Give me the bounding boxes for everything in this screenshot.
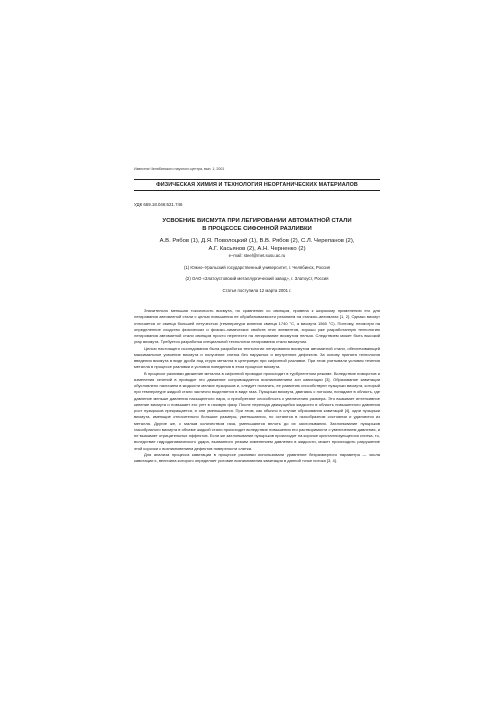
journal-header: Известия Челябинского научного центра, вып. 1, 2001	[134, 167, 225, 171]
affiliation-2: (2) ОАО «Златоустовский металлургический завод», г. Златоуст, Россия	[185, 276, 329, 281]
article-content	[134, 167, 380, 464]
contact-email: e–mail: steel@met.susu.ac.ru	[228, 253, 286, 258]
authors-line-2: А.Г. Касьянов (2), А.Н. Черненко (2)	[208, 246, 306, 252]
authors-line-1: А.В. Рябов (1), Д.Я. Поволоцкий (1), В.В. Рябов (2), С.Л. Черепанов (2),	[159, 238, 355, 244]
paragraph-2: Целью настоящего исследования была разработка технологии легирования висмутом автоматной стали, обеспечивающей максимальное усвоение висмута и получение слитка без наружных и внутренних дефектов. За основу принята технология введения висмута в виде дроби под струю металла в центровую при сифонной разливке. При этом учитывали условия течения металла в процессе разливки и условия поведения в этом процессе висмута.	[134, 345, 380, 370]
authors	[134, 237, 380, 253]
title-line-1: УСВОЕНИЕ ВИСМУТА ПРИ ЛЕГИРОВАНИИ АВТОМАТНОЙ СТАЛИ	[162, 218, 352, 224]
paragraph-3: В процессе разливки движение металла в сифонной проводке происходит в турбулентном режиме. Вследствие поворотов и изменения сечений в проводке это движение сопровождается возникновением зон кавитации [3]. Образование кавитации обусловлено наличием в жидкости мелких пузырьков и, следует полагать, ее развитию способствуют пузырьки висмута, который при температуре жидкой стали частично выделяется в виде газа. Пузырьки висмута, двигаясь с потоком, попадают в область, где давление меньше давления насыщенного пара, и преобретают способность к увеличению размера. Это вызывает интенсивное кипение висмута и повышает его угет в газовую фазу. После перехода движущейся жидкости в область повышенного давления рост пузырьков прекращается, и они уменьшаются. При этом, как обычно в случае образования кавитаций [4], одни пузырьки висмута, имеющие относительно большие размеры, уменьшаются, но остаются в газообразном состоянии и удаляются из металла. Другие же, с малым количеством газа, уменьшаются вплоть до их захлопывания. Захлопывание пузырьков газообразного висмута в объеме жидкой стали происходит вследствие повышения его растворимости с увеличением давления, и не вызывает отрицательных эффектов. Если же захлопывание пузырьков происходит на корочке кристаллизующегося слитка, то, вследствие гидродинамического удара, вызванного резким изменением давления в жидкости, может происходить разрушение этой корочки с возникновением дефектов поверхности слитка.	[134, 370, 380, 451]
affiliation-1: (1) Южно–Уральский государственный университет, г. Челябинск, Россия	[183, 265, 330, 270]
udk-code: УДК 669.18.046:621.746	[134, 202, 183, 207]
article-title	[134, 217, 380, 233]
section-rubric: ФИЗИЧЕСКАЯ ХИМИЯ И ТЕХНОЛОГИЯ НЕОРГАНИЧЕСКИХ МАТЕРИАЛОВ	[134, 179, 380, 191]
article-body	[134, 308, 380, 464]
paragraph-1: Значительно меньшая токсичность висмута, по сравнению со свинцом, привела к широкому применению его для легирования автоматной стали с целью повышения ее обрабатываемости резанием на станках–автоматах [1, 2]. Однако висмут отличается от свинца большей летучестью (температура кипения свинца 1740 °С, а висмута 1560 °С). Поэтому, несмотря на определенное сходство физических и физико–химических свойств этих элементов, хорошо уже разработанную технологию легирования автоматной стали свинцом просто перенести на легирование висмутом нельзя. Следствием может быть высокий угар висмута. Требуется разработка специальной технологии легирования стали висмутом.	[134, 308, 380, 345]
received-date: Статья поступила 12 марта 2001 г.	[222, 288, 292, 293]
paragraph-4: Для анализа процесса кавитации в процессе разливки использовали уравнение безразмерного параметра — числа кавитации κ, величина которого определяет условие возникновения кавитации в данной точке потока [3, 4].	[134, 451, 380, 463]
title-line-2: В ПРОЦЕССЕ СИФОННОЙ РАЗЛИВКИ	[202, 226, 312, 232]
